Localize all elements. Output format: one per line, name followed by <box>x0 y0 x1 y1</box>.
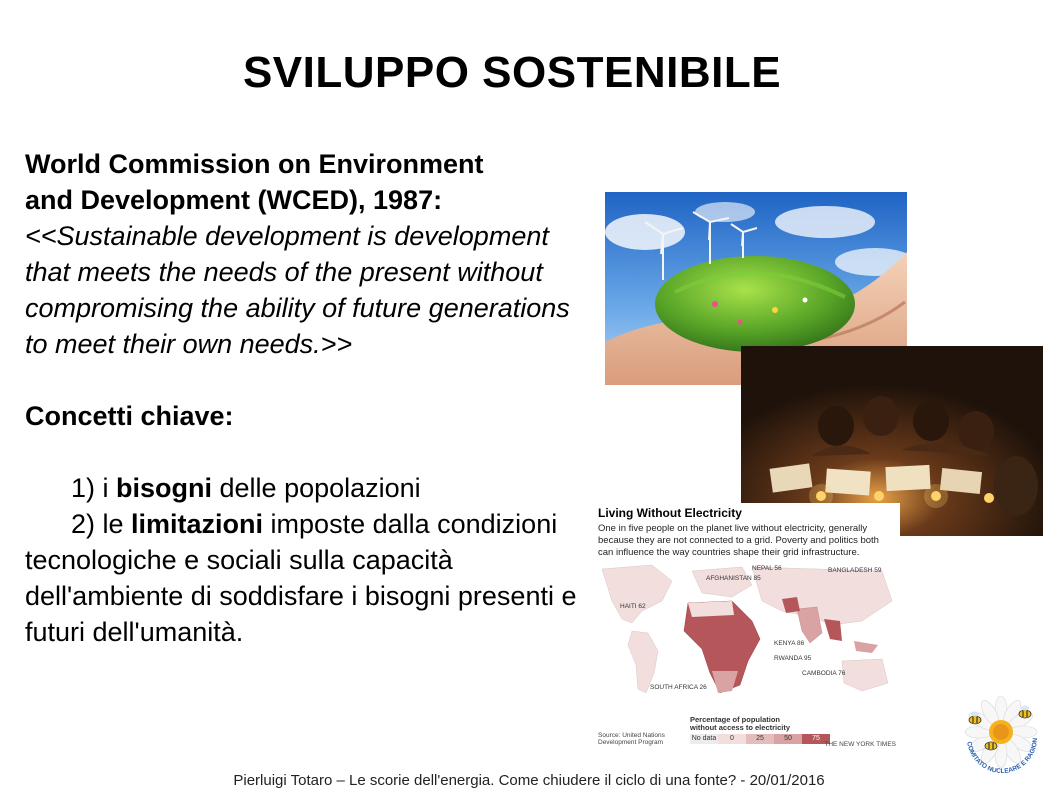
legend-scale <box>690 734 830 744</box>
map-credit: THE NEW YORK TIMES <box>824 741 896 748</box>
label-rwanda: RWANDA 95 <box>774 655 812 662</box>
legend-50: 50 <box>774 734 802 744</box>
wced-heading: World Commission on Environment and Development (WCED), 1987: <box>25 149 484 215</box>
label-haiti: HAITI 62 <box>620 603 646 610</box>
legend-25: 25 <box>746 734 774 744</box>
label-bangladesh: BANGLADESH 59 <box>828 567 882 574</box>
electricity-map-infographic <box>592 503 900 753</box>
logo-text: COMITATO NUCLEARE E RAGION <box>965 737 1040 776</box>
legend-title: Percentage of population without access to electricity <box>690 715 791 732</box>
slide-body <box>25 146 595 650</box>
map-source: Source: United Nations Development Program <box>598 732 665 746</box>
label-cambodia: CAMBODIA 76 <box>802 670 846 677</box>
concepts-heading: Concetti chiave: <box>25 401 234 431</box>
concept-item-1: 1) i bisogni delle popolazioni <box>71 473 421 503</box>
concept-item-2: 2) le limitazioni imposte dalla condizioni tecnologiche e sociali sulla capacità dell'ambiente di soddisfare i bisogni presenti e futuri dell'umanità. <box>25 509 577 647</box>
legend-75: 75 <box>802 734 830 744</box>
label-south-africa: SOUTH AFRICA 26 <box>650 684 707 691</box>
legend-nodata: No data <box>691 735 717 742</box>
label-nepal: NEPAL 56 <box>752 565 782 572</box>
legend-0: 0 <box>718 734 746 744</box>
label-afghanistan: AFGHANISTAN 85 <box>706 575 761 582</box>
map-title: Living Without Electricity <box>598 506 742 520</box>
slide-title: SVILUPPO SOSTENIBILE <box>242 48 782 97</box>
wced-quote: <<Sustainable development is development that meets the needs of the present without compromising the ability of future generations to meet their own needs.>> <box>25 221 570 359</box>
world-map <box>592 561 900 711</box>
slide-footer: Pierluigi Totaro – Le scorie dell'energia. Come chiudere il ciclo di una fonte? - 20/01/2016 <box>233 772 825 789</box>
map-description: One in five people on the planet live without electricity, generally because they are not connected to a grid. Poverty and politics both can influence the way countries shape their grid infrastructure. <box>598 523 879 558</box>
label-kenya: KENYA 86 <box>774 640 805 647</box>
